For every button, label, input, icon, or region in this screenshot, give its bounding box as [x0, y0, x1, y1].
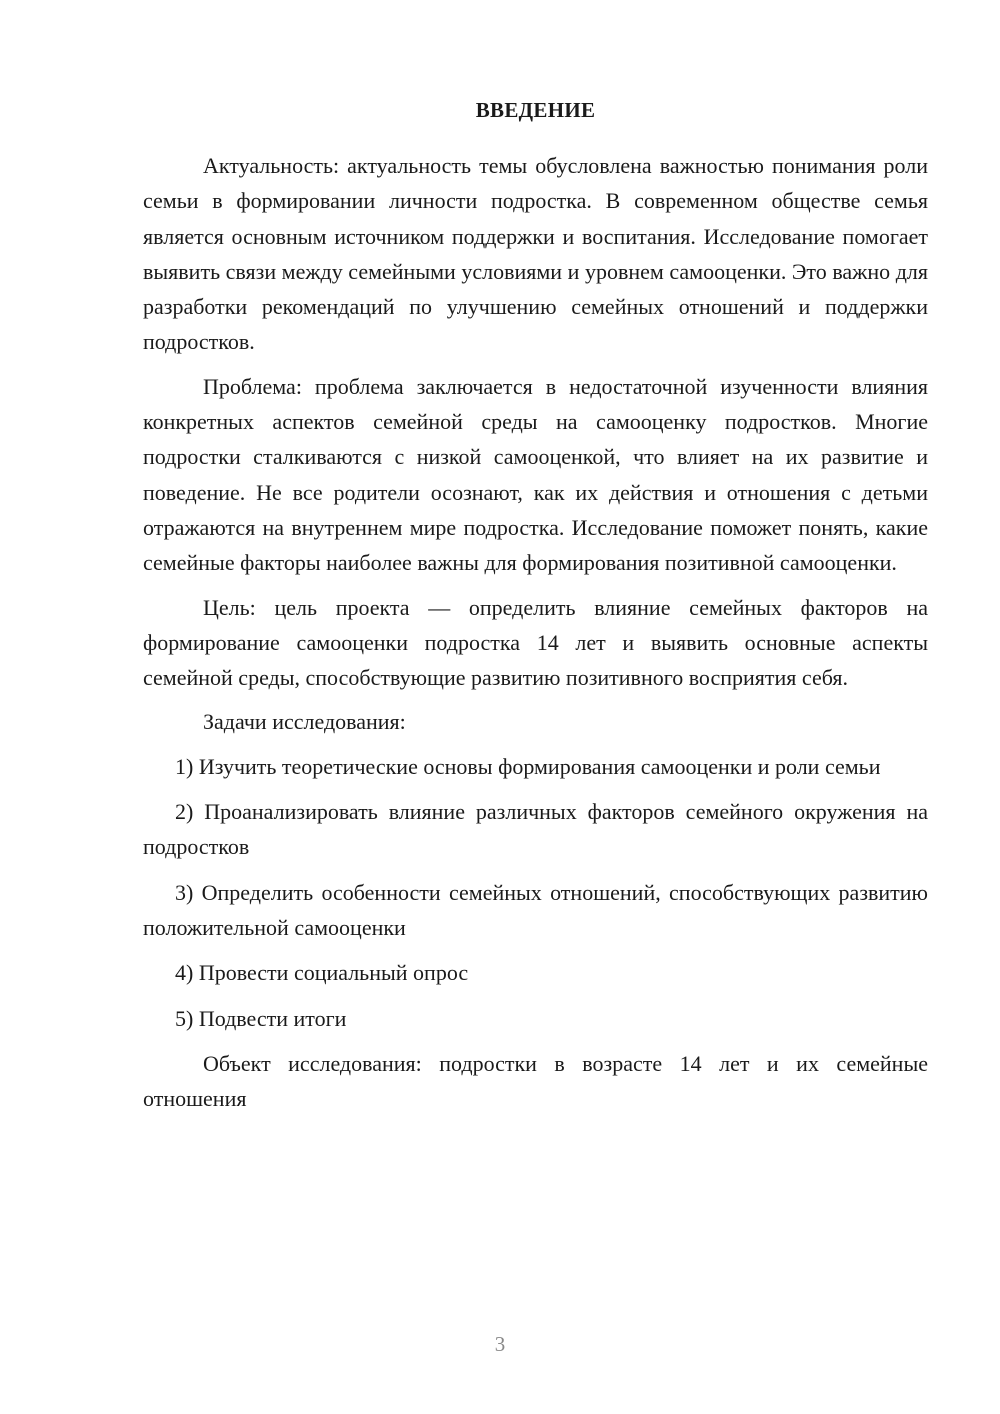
list-item: 4) Провести социальный опрос	[175, 960, 469, 986]
tasks-heading: Задачи исследования:	[203, 709, 406, 735]
list-item: 2) Проанализировать влияние различных факторов семейного окружения на подростков	[143, 799, 928, 860]
list-item: 1) Изучить теоретические основы формирования самооценки и роли семьи	[175, 753, 881, 779]
list-item: 5) Подвести итоги	[175, 1005, 347, 1031]
problem-paragraph: Проблема: проблема заключается в недостаточной изученности влияния конкретных аспектов семейной среды на самооценку подростков. Многие подростки сталкиваются с низкой самооценкой, что влияет на их развитие и поведение. Не все родители осознают, как их действия и отношения с детьми отражаются на внутреннем мире подростка. Исследование поможет понять, какие семейные факторы наиболее важны для формирования позитивной самооценки.	[143, 373, 928, 576]
object-paragraph: Объект исследования: подростки в возрасте 14 лет и их семейные отношения	[143, 1050, 928, 1112]
goal-paragraph: Цель: цель проекта — определить влияние семейных факторов на формирование самооценки подростка 14 лет и выявить основные аспекты семейной среды, способствующие развитию позитивного восприятия себя.	[143, 594, 928, 691]
relevance-paragraph: Актуальность: актуальность темы обусловлена важностью понимания роли семьи в формировании личности подростка. В современном обществе семья является основным источником поддержки и воспитания. Исследование помогает выявить связи между семейными условиями и уровнем самооценки. Это важно для разработки рекомендаций по улучшению семейных отношений и поддержки подростков.	[143, 153, 928, 355]
list-item: 3) Определить особенности семейных отношений, способствующих развитию положительной самооценки	[143, 879, 928, 940]
page-number: 3	[494, 1332, 506, 1356]
tasks-list	[143, 749, 928, 1036]
page-content	[143, 92, 928, 1125]
section-title: ВВЕДЕНИЕ	[475, 98, 596, 122]
